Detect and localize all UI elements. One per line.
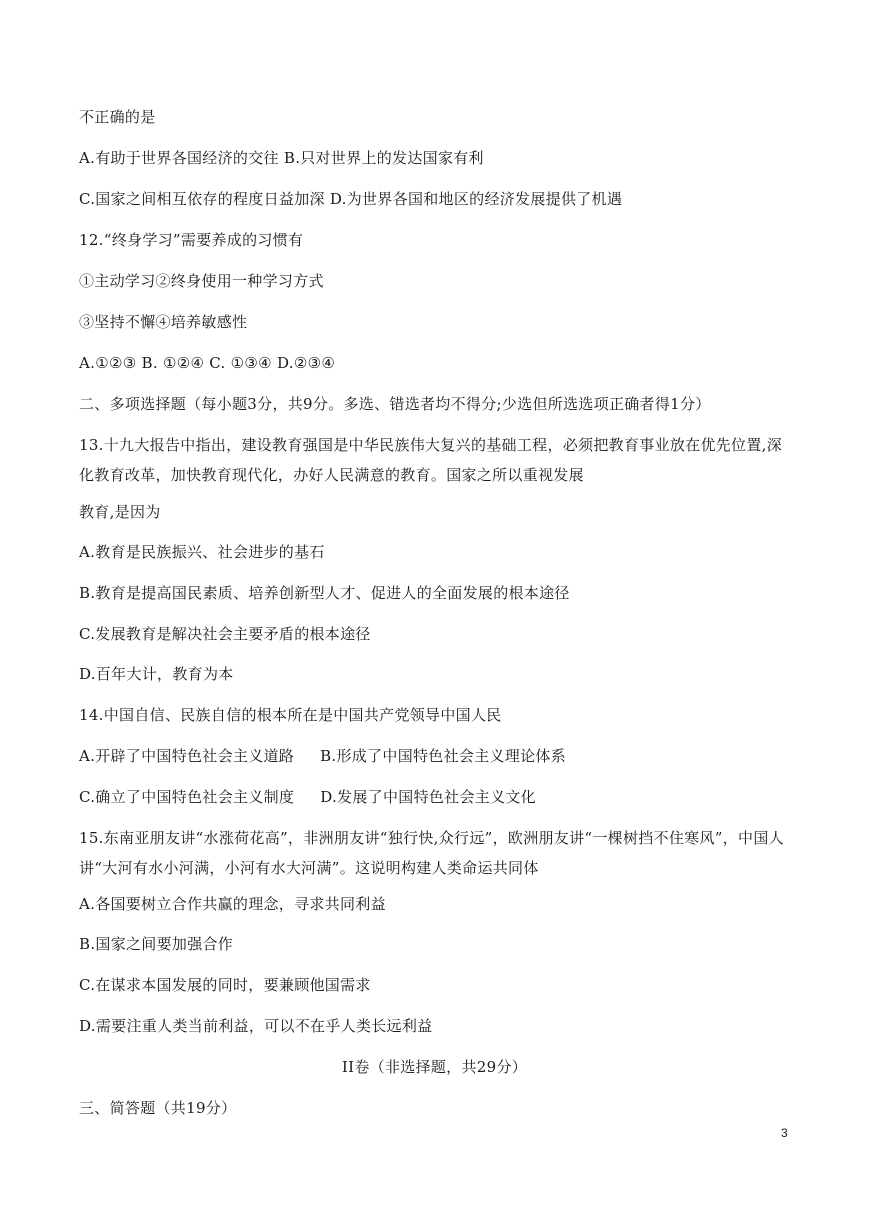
q14-option-b: B.形成了中国特色社会主义理论体系 (320, 747, 567, 765)
q14-option-c: C.确立了中国特色社会主义制度 (79, 788, 295, 806)
q14-options-cd (79, 787, 536, 807)
q13-option-c: C.发展教育是解决社会主要矛盾的根本途径 (79, 625, 371, 643)
q14-stem: 14.中国自信、民族自信的根本所在是中国共产党领导中国人民 (79, 706, 502, 724)
q15-option-d: D.需要注重人类当前利益，可以不在乎人类长远利益 (79, 1017, 433, 1035)
q15-stem: 15.东南亚朋友讲“水涨荷花高”，非洲朋友讲“独行快,众行远”，欧洲朋友讲“一棵树挡不住寒风”，中国人讲“大河有水小河满，小河有水大河满”。这说明构建人类命运共同体 (79, 829, 784, 877)
q13-option-b: B.教育是提高国民素质、培养创新型人才、促进人的全面发展的根本途径 (79, 584, 570, 602)
q12-options: A.①②③ B. ①②④ C. ①③④ D.②③④ (79, 354, 336, 372)
q13-stem-continued: 教育,是因为 (79, 503, 161, 521)
page-number: 3 (781, 1126, 788, 1140)
q15-option-c: C.在谋求本国发展的同时，要兼顾他国需求 (79, 976, 371, 994)
q11-options-cd: C.国家之间相互依存的程度日益加深 D.为世界各国和地区的经济发展提供了机遇 (79, 190, 623, 208)
q13-option-d: D.百年大计，教育为本 (79, 665, 234, 683)
q11-options-ab: A.有助于世界各国经济的交往 B.只对世界上的发达国家有利 (79, 149, 484, 167)
q15-option-a: A.各国要树立合作共赢的理念，寻求共同利益 (79, 895, 386, 913)
q12-stem: 12.“终身学习”需要养成的习惯有 (79, 231, 304, 249)
q14-option-a: A.开辟了中国特色社会主义道路 (79, 747, 295, 765)
q12-items-12: ①主动学习②终身使用一种学习方式 (79, 272, 324, 290)
q11-tail: 不正确的是 (79, 108, 156, 126)
section3-heading: 三、简答题（共19分） (79, 1099, 237, 1117)
q15-option-b: B.国家之间要加强合作 (79, 935, 234, 953)
q14-option-d: D.发展了中国特色社会主义文化 (320, 788, 536, 806)
q13-stem: 13.十九大报告中指出，建设教育强国是中华民族伟大复兴的基础工程，必须把教育事业放在优先位置,深化教育改革，加快教育现代化，办好人民满意的教育。国家之所以重视发展 (79, 436, 783, 484)
q14-options-ab (79, 746, 566, 766)
section2-heading: 二、多项选择题（每小题3分，共9分。多选、错选者均不得分;少选但所选选项正确者得1分） (79, 395, 711, 413)
q13-option-a: A.教育是民族振兴、社会进步的基石 (79, 543, 325, 561)
part2-heading: II卷（非选择题，共29分） (341, 1058, 528, 1076)
q12-items-34: ③坚持不懈④培养敏感性 (79, 313, 248, 331)
